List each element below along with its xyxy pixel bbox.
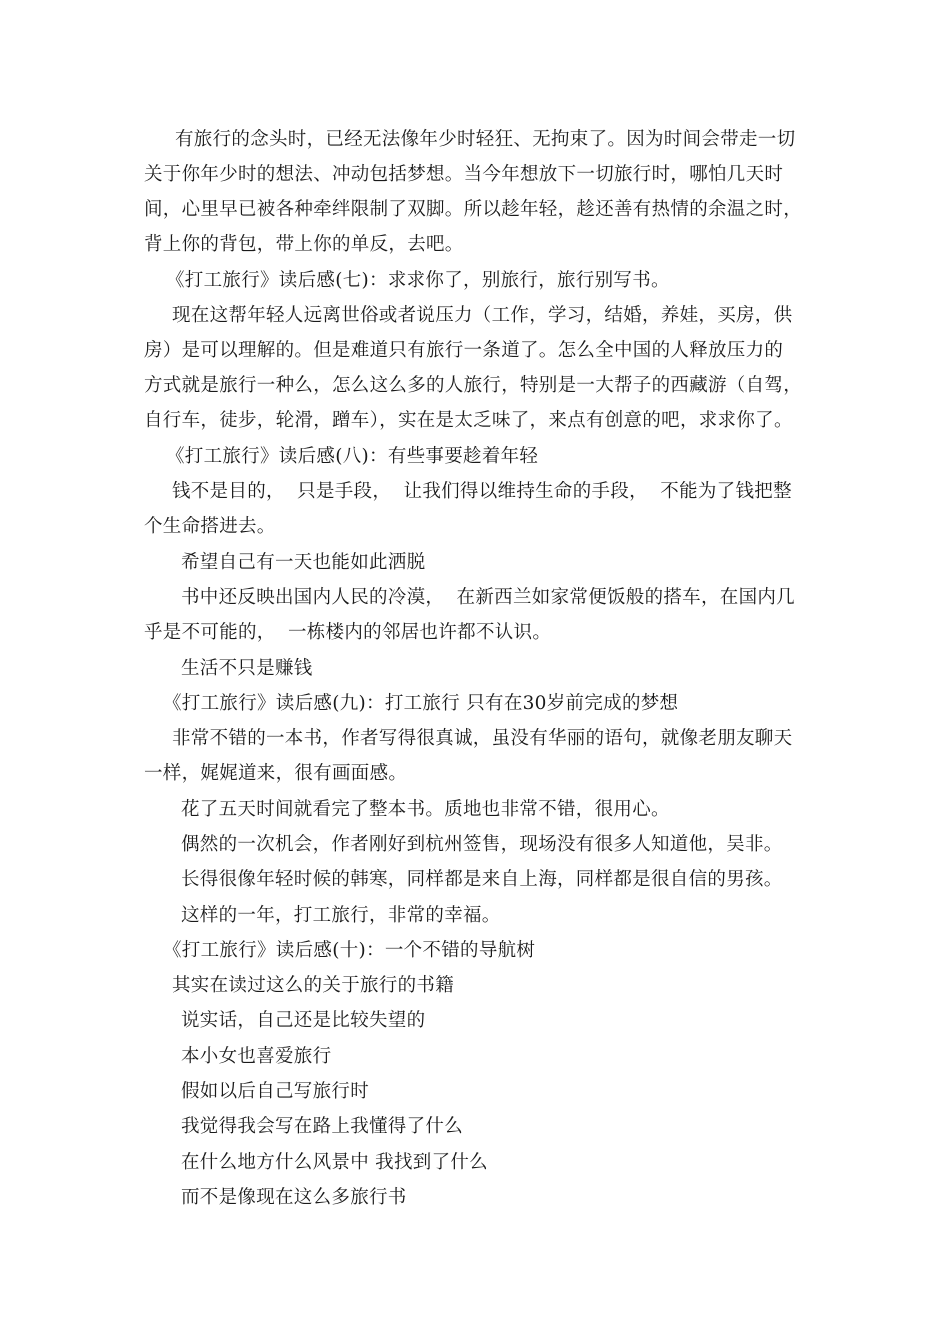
paragraph-line: 房）是可以理解的。但是难道只有旅行一条道了。怎么全中国的人释放压力的: [144, 340, 784, 361]
paragraph-line: 说实话，自己还是比较失望的: [181, 1010, 426, 1031]
paragraph-line: 关于你年少时的想法、冲动包括梦想。当今年想放下一切旅行时，哪怕几天时: [144, 164, 784, 185]
paragraph-line: 希望自己有一天也能如此洒脱: [181, 552, 426, 573]
paragraph-line: 这样的一年，打工旅行，非常的幸福。: [181, 905, 501, 926]
paragraph-line: 而不是像现在这么多旅行书: [181, 1187, 407, 1208]
paragraph-line: 在什么地方什么风景中 我找到了什么: [181, 1152, 488, 1173]
paragraph-line: 偶然的一次机会，作者刚好到杭州签售，现场没有很多人知道他，吴非。: [181, 834, 783, 855]
paragraph-line: 现在这帮年轻人远离世俗或者说压力（工作，学习，结婚，养娃，买房，供: [172, 305, 793, 326]
paragraph-line: 乎是不可能的， 一栋楼内的邻居也许都不认识。: [144, 622, 552, 643]
paragraph-line: 长得很像年轻时候的韩寒，同样都是来自上海，同样都是很自信的男孩。: [181, 869, 783, 890]
paragraph-line: 钱不是目的， 只是手段， 让我们得以维持生命的手段， 不能为了钱把整: [172, 481, 792, 502]
paragraph-line: 间，心里早已被各种牵绊限制了双脚。所以趁年轻，趁还善有热情的余温之时，: [144, 199, 803, 220]
section-heading-7: 《打工旅行》读后感(七)：求求你了，别旅行，旅行别写书。: [166, 270, 670, 291]
paragraph-line: 背上你的背包，带上你的单反，去吧。: [144, 234, 464, 255]
section-heading-8: 《打工旅行》读后感(八)：有些事要趁着年轻: [166, 446, 539, 467]
paragraph-line: 花了五天时间就看完了整本书。质地也非常不错，很用心。: [181, 799, 670, 820]
paragraph-line: 方式就是旅行一种么，怎么这么多的人旅行，特别是一大帮子的西藏游（自驾，: [144, 375, 803, 396]
section-heading-9: 《打工旅行》读后感(九)：打工旅行 只有在30岁前完成的梦想: [163, 693, 679, 714]
paragraph-line: 生活不只是赚钱: [181, 658, 313, 679]
paragraph-line: 自行车，徒步，轮滑，蹭车），实在是太乏味了，来点有创意的吧，求求你了。: [144, 410, 793, 431]
paragraph-line: 我觉得我会写在路上我懂得了什么: [181, 1116, 464, 1137]
paragraph-line: 非常不错的一本书，作者写得很真诚，虽没有华丽的语句，就像老朋友聊天: [172, 728, 793, 749]
paragraph-line: 本小女也喜爱旅行: [181, 1046, 332, 1067]
paragraph-line: 有旅行的念头时，已经无法像年少时轻狂、无拘束了。因为时间会带走一切: [175, 129, 796, 150]
paragraph-line: 一样，娓娓道来，很有画面感。: [144, 763, 408, 784]
paragraph-line: 个生命搭进去。: [144, 516, 276, 537]
paragraph-line: 书中还反映出国内人民的冷漠， 在新西兰如家常便饭般的搭车，在国内几: [181, 587, 795, 608]
paragraph-line: 假如以后自己写旅行时: [181, 1081, 370, 1102]
paragraph-line: 其实在读过这么的关于旅行的书籍: [172, 975, 455, 996]
section-heading-10: 《打工旅行》读后感(十)：一个不错的导航树: [163, 940, 536, 961]
